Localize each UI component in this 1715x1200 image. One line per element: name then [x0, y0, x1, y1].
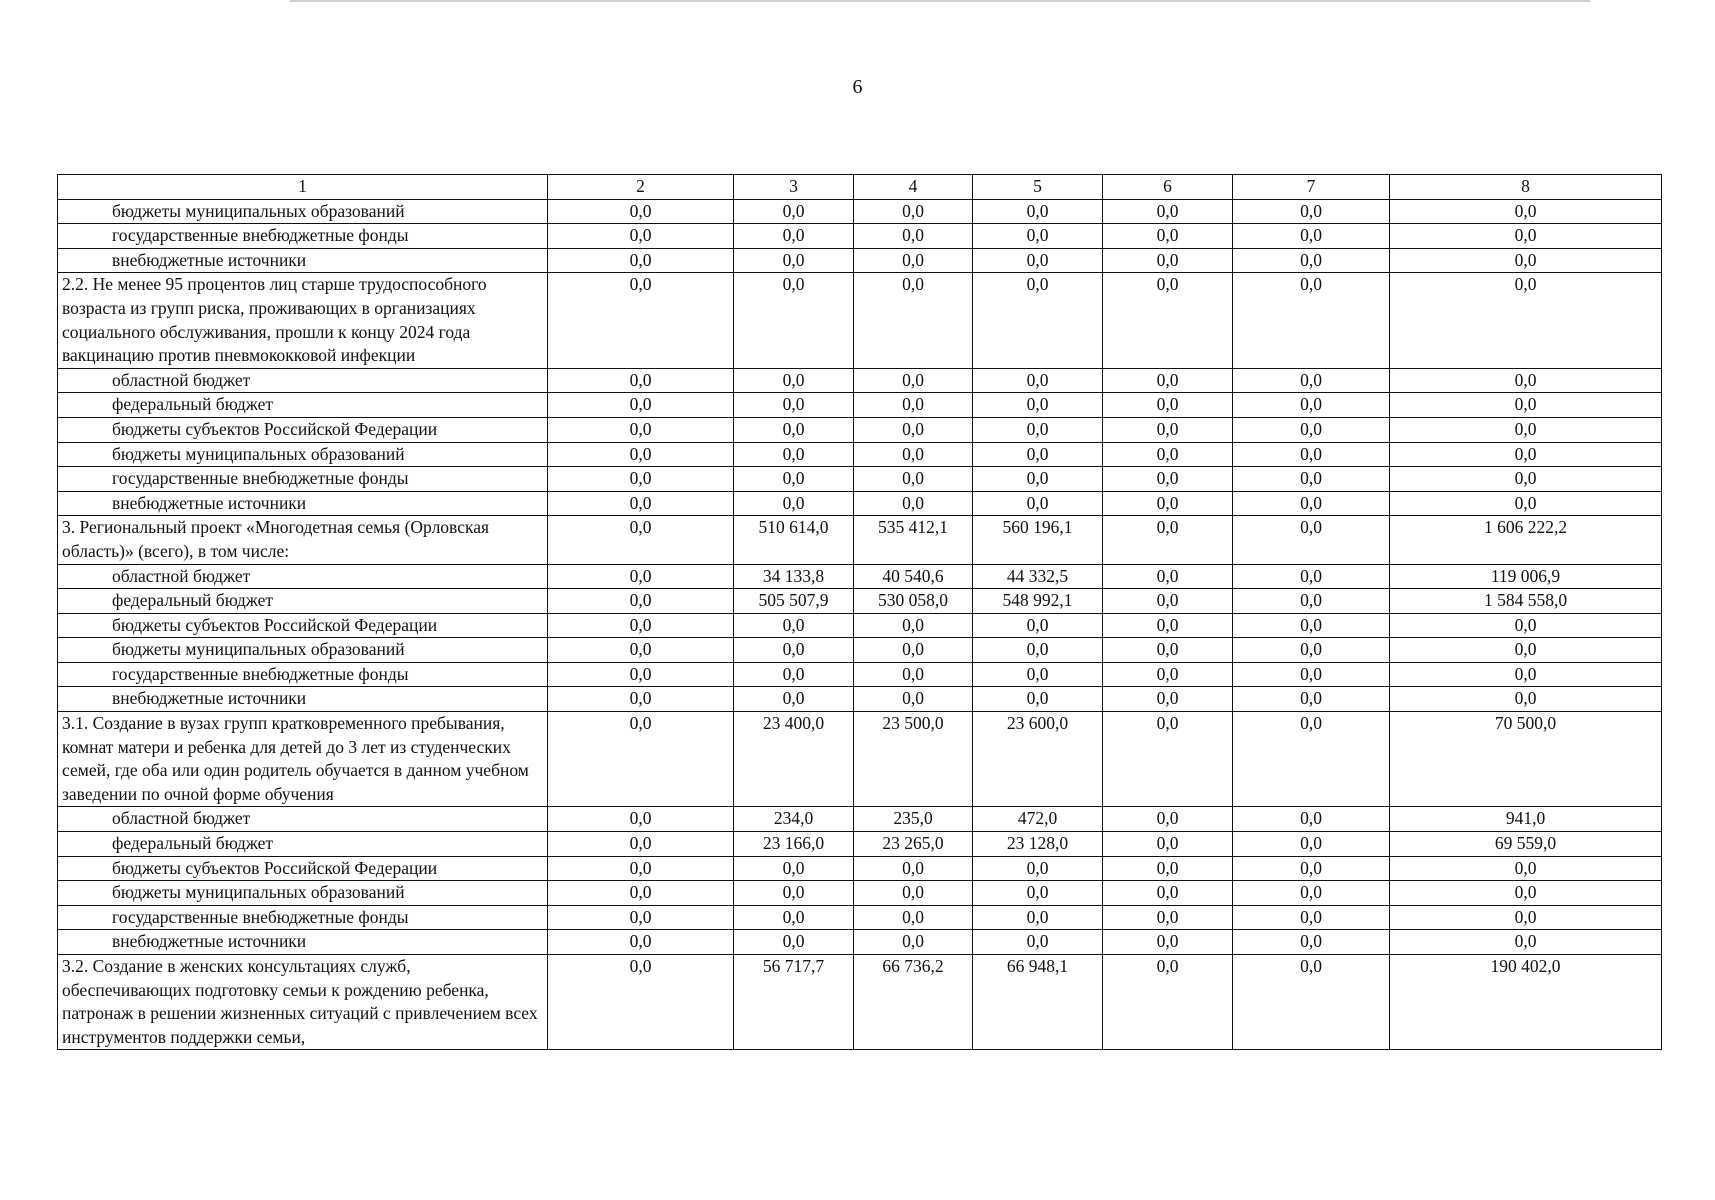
row-value-col-5: 0,0	[973, 930, 1103, 955]
row-value-col-5: 66 948,1	[973, 955, 1103, 1050]
budget-table	[57, 174, 1662, 1050]
row-value-col-5: 23 600,0	[973, 712, 1103, 807]
row-value-col-4: 0,0	[854, 199, 973, 224]
row-value-col-8: 0,0	[1390, 368, 1662, 393]
row-value-col-4: 0,0	[854, 613, 973, 638]
row-funding-source-label: внебюджетные источники	[58, 491, 548, 516]
row-value-col-4: 535 412,1	[854, 516, 973, 564]
row-value-col-2: 0,0	[548, 613, 734, 638]
column-header-1: 1	[58, 175, 548, 200]
row-value-col-6: 0,0	[1103, 199, 1233, 224]
row-value-col-7: 0,0	[1233, 248, 1390, 273]
row-value-col-2: 0,0	[548, 248, 734, 273]
row-value-col-7: 0,0	[1233, 638, 1390, 663]
row-value-col-8: 0,0	[1390, 613, 1662, 638]
row-value-col-7: 0,0	[1233, 467, 1390, 492]
column-header-6: 6	[1103, 175, 1233, 200]
row-value-col-5: 0,0	[973, 881, 1103, 906]
row-value-col-3: 0,0	[734, 368, 854, 393]
row-value-col-4: 0,0	[854, 881, 973, 906]
row-value-col-2: 0,0	[548, 638, 734, 663]
row-value-col-7: 0,0	[1233, 224, 1390, 249]
row-value-col-5: 0,0	[973, 613, 1103, 638]
row-value-col-8: 0,0	[1390, 467, 1662, 492]
row-value-col-7: 0,0	[1233, 905, 1390, 930]
row-value-col-7: 0,0	[1233, 199, 1390, 224]
row-funding-source-label: внебюджетные источники	[58, 248, 548, 273]
row-value-col-7: 0,0	[1233, 662, 1390, 687]
table-row	[58, 393, 1662, 418]
row-value-col-6: 0,0	[1103, 955, 1233, 1050]
row-value-col-4: 0,0	[854, 248, 973, 273]
row-value-col-4: 0,0	[854, 687, 973, 712]
row-value-col-7: 0,0	[1233, 687, 1390, 712]
row-value-col-6: 0,0	[1103, 662, 1233, 687]
row-value-col-2: 0,0	[548, 393, 734, 418]
row-funding-source-label: бюджеты субъектов Российской Федерации	[58, 856, 548, 881]
row-value-col-7: 0,0	[1233, 856, 1390, 881]
table-row	[58, 248, 1662, 273]
row-value-col-2: 0,0	[548, 199, 734, 224]
row-value-col-7: 0,0	[1233, 417, 1390, 442]
table-row	[58, 442, 1662, 467]
column-header-5: 5	[973, 175, 1103, 200]
row-value-col-5: 0,0	[973, 224, 1103, 249]
page-number: 6	[852, 76, 863, 98]
row-value-col-2: 0,0	[548, 467, 734, 492]
row-value-col-8: 119 006,9	[1390, 564, 1662, 589]
row-value-col-3: 0,0	[734, 881, 854, 906]
row-value-col-8: 0,0	[1390, 856, 1662, 881]
row-value-col-8: 0,0	[1390, 662, 1662, 687]
row-value-col-2: 0,0	[548, 273, 734, 368]
row-value-col-2: 0,0	[548, 807, 734, 832]
table-row	[58, 955, 1662, 1050]
row-value-col-8: 1 584 558,0	[1390, 589, 1662, 614]
row-value-col-4: 0,0	[854, 662, 973, 687]
table-row	[58, 662, 1662, 687]
row-value-col-8: 0,0	[1390, 199, 1662, 224]
row-value-col-3: 0,0	[734, 856, 854, 881]
row-value-col-5: 0,0	[973, 491, 1103, 516]
row-funding-source-label: государственные внебюджетные фонды	[58, 467, 548, 492]
row-value-col-3: 0,0	[734, 638, 854, 663]
row-value-col-5: 472,0	[973, 807, 1103, 832]
table-row	[58, 712, 1662, 807]
table-row	[58, 930, 1662, 955]
row-value-col-2: 0,0	[548, 930, 734, 955]
row-value-col-5: 560 196,1	[973, 516, 1103, 564]
row-value-col-6: 0,0	[1103, 712, 1233, 807]
row-value-col-8: 0,0	[1390, 638, 1662, 663]
row-value-col-4: 0,0	[854, 467, 973, 492]
row-value-col-2: 0,0	[548, 589, 734, 614]
row-value-col-8: 0,0	[1390, 273, 1662, 368]
row-value-col-6: 0,0	[1103, 638, 1233, 663]
row-value-col-2: 0,0	[548, 832, 734, 857]
row-value-col-8: 0,0	[1390, 687, 1662, 712]
row-value-col-2: 0,0	[548, 417, 734, 442]
table-header-row	[58, 175, 1662, 200]
table-row	[58, 467, 1662, 492]
row-value-col-8: 0,0	[1390, 224, 1662, 249]
row-funding-source-label: бюджеты муниципальных образований	[58, 199, 548, 224]
row-value-col-4: 0,0	[854, 442, 973, 467]
row-value-col-3: 23 400,0	[734, 712, 854, 807]
table-row	[58, 687, 1662, 712]
row-value-col-6: 0,0	[1103, 273, 1233, 368]
row-value-col-4: 23 500,0	[854, 712, 973, 807]
row-value-col-5: 0,0	[973, 368, 1103, 393]
row-value-col-6: 0,0	[1103, 807, 1233, 832]
table-row	[58, 807, 1662, 832]
row-item-label: 3.1. Создание в вузах групп кратковременного пребывания, комнат матери и ребенка для детей до 3 лет из студенческих семей, где оба или один родитель обучается в данном учебном заведении по очной форме обучения	[58, 712, 548, 807]
row-value-col-6: 0,0	[1103, 832, 1233, 857]
row-value-col-7: 0,0	[1233, 807, 1390, 832]
row-item-label: 2.2. Не менее 95 процентов лиц старше трудоспособного возраста из групп риска, проживающих в организациях социального обслуживания, прошли к концу 2024 года вакцинацию против пневмококковой инфекции	[58, 273, 548, 368]
row-value-col-8: 69 559,0	[1390, 832, 1662, 857]
row-funding-source-label: внебюджетные источники	[58, 930, 548, 955]
row-value-col-3: 0,0	[734, 905, 854, 930]
row-value-col-2: 0,0	[548, 881, 734, 906]
row-value-col-2: 0,0	[548, 905, 734, 930]
row-value-col-3: 0,0	[734, 467, 854, 492]
row-value-col-7: 0,0	[1233, 712, 1390, 807]
row-value-col-5: 0,0	[973, 856, 1103, 881]
row-value-col-6: 0,0	[1103, 564, 1233, 589]
row-value-col-8: 0,0	[1390, 442, 1662, 467]
row-funding-source-label: бюджеты субъектов Российской Федерации	[58, 613, 548, 638]
row-value-col-6: 0,0	[1103, 930, 1233, 955]
row-value-col-3: 0,0	[734, 662, 854, 687]
row-value-col-8: 1 606 222,2	[1390, 516, 1662, 564]
row-value-col-4: 0,0	[854, 368, 973, 393]
row-value-col-7: 0,0	[1233, 589, 1390, 614]
row-value-col-7: 0,0	[1233, 881, 1390, 906]
row-value-col-6: 0,0	[1103, 248, 1233, 273]
row-value-col-8: 0,0	[1390, 248, 1662, 273]
row-value-col-8: 70 500,0	[1390, 712, 1662, 807]
row-value-col-6: 0,0	[1103, 881, 1233, 906]
row-value-col-3: 0,0	[734, 417, 854, 442]
row-value-col-4: 235,0	[854, 807, 973, 832]
table-row	[58, 417, 1662, 442]
column-header-7: 7	[1233, 175, 1390, 200]
row-value-col-2: 0,0	[548, 516, 734, 564]
row-value-col-4: 0,0	[854, 856, 973, 881]
row-value-col-7: 0,0	[1233, 613, 1390, 638]
row-value-col-3: 0,0	[734, 393, 854, 418]
row-value-col-7: 0,0	[1233, 930, 1390, 955]
row-value-col-7: 0,0	[1233, 393, 1390, 418]
row-value-col-3: 234,0	[734, 807, 854, 832]
row-value-col-8: 0,0	[1390, 491, 1662, 516]
row-value-col-6: 0,0	[1103, 368, 1233, 393]
row-value-col-3: 0,0	[734, 491, 854, 516]
row-value-col-3: 0,0	[734, 248, 854, 273]
row-value-col-3: 0,0	[734, 273, 854, 368]
row-value-col-8: 0,0	[1390, 930, 1662, 955]
table-row	[58, 905, 1662, 930]
table-row	[58, 491, 1662, 516]
row-funding-source-label: бюджеты муниципальных образований	[58, 442, 548, 467]
row-value-col-6: 0,0	[1103, 393, 1233, 418]
row-value-col-8: 0,0	[1390, 417, 1662, 442]
table-row	[58, 589, 1662, 614]
row-value-col-7: 0,0	[1233, 516, 1390, 564]
row-value-col-5: 44 332,5	[973, 564, 1103, 589]
row-value-col-3: 34 133,8	[734, 564, 854, 589]
row-value-col-4: 0,0	[854, 491, 973, 516]
column-header-2: 2	[548, 175, 734, 200]
row-value-col-6: 0,0	[1103, 417, 1233, 442]
row-value-col-2: 0,0	[548, 224, 734, 249]
row-value-col-4: 0,0	[854, 393, 973, 418]
row-value-col-4: 0,0	[854, 930, 973, 955]
table-row	[58, 564, 1662, 589]
row-funding-source-label: государственные внебюджетные фонды	[58, 224, 548, 249]
row-funding-source-label: федеральный бюджет	[58, 589, 548, 614]
row-value-col-2: 0,0	[548, 687, 734, 712]
row-value-col-6: 0,0	[1103, 613, 1233, 638]
row-value-col-8: 0,0	[1390, 393, 1662, 418]
row-value-col-3: 510 614,0	[734, 516, 854, 564]
row-value-col-5: 0,0	[973, 417, 1103, 442]
table-row	[58, 613, 1662, 638]
row-value-col-8: 0,0	[1390, 881, 1662, 906]
table-row	[58, 368, 1662, 393]
row-funding-source-label: федеральный бюджет	[58, 832, 548, 857]
row-funding-source-label: бюджеты муниципальных образований	[58, 638, 548, 663]
row-value-col-3: 0,0	[734, 199, 854, 224]
row-value-col-3: 0,0	[734, 224, 854, 249]
row-funding-source-label: внебюджетные источники	[58, 687, 548, 712]
row-value-col-2: 0,0	[548, 662, 734, 687]
row-value-col-2: 0,0	[548, 712, 734, 807]
row-value-col-3: 0,0	[734, 930, 854, 955]
row-value-col-3: 0,0	[734, 613, 854, 638]
row-value-col-5: 0,0	[973, 687, 1103, 712]
table-row	[58, 516, 1662, 564]
row-value-col-7: 0,0	[1233, 442, 1390, 467]
row-value-col-6: 0,0	[1103, 687, 1233, 712]
row-funding-source-label: областной бюджет	[58, 368, 548, 393]
row-value-col-5: 0,0	[973, 662, 1103, 687]
row-value-col-2: 0,0	[548, 856, 734, 881]
table-row	[58, 224, 1662, 249]
row-value-col-4: 0,0	[854, 417, 973, 442]
row-value-col-5: 0,0	[973, 248, 1103, 273]
row-value-col-6: 0,0	[1103, 516, 1233, 564]
row-funding-source-label: государственные внебюджетные фонды	[58, 905, 548, 930]
row-value-col-6: 0,0	[1103, 467, 1233, 492]
row-funding-source-label: государственные внебюджетные фонды	[58, 662, 548, 687]
row-item-label: 3. Региональный проект «Многодетная семья (Орловская область)» (всего), в том числе:	[58, 516, 548, 564]
row-value-col-8: 941,0	[1390, 807, 1662, 832]
row-value-col-2: 0,0	[548, 955, 734, 1050]
row-value-col-5: 0,0	[973, 273, 1103, 368]
row-value-col-5: 0,0	[973, 638, 1103, 663]
table-row	[58, 638, 1662, 663]
row-value-col-8: 190 402,0	[1390, 955, 1662, 1050]
row-item-label: 3.2. Создание в женских консультациях служб, обеспечивающих подготовку семьи к рождению ребенка, патронаж в решении жизненных ситуаций с привлечением всех инструментов поддержки семьи,	[58, 955, 548, 1050]
row-value-col-7: 0,0	[1233, 368, 1390, 393]
column-header-4: 4	[854, 175, 973, 200]
row-value-col-6: 0,0	[1103, 905, 1233, 930]
table-row	[58, 881, 1662, 906]
row-value-col-6: 0,0	[1103, 491, 1233, 516]
table-row	[58, 832, 1662, 857]
row-value-col-4: 0,0	[854, 638, 973, 663]
column-header-3: 3	[734, 175, 854, 200]
row-value-col-4: 23 265,0	[854, 832, 973, 857]
row-value-col-3: 0,0	[734, 687, 854, 712]
row-value-col-3: 0,0	[734, 442, 854, 467]
row-funding-source-label: бюджеты субъектов Российской Федерации	[58, 417, 548, 442]
row-value-col-3: 505 507,9	[734, 589, 854, 614]
table-row	[58, 273, 1662, 368]
row-value-col-8: 0,0	[1390, 905, 1662, 930]
row-value-col-6: 0,0	[1103, 589, 1233, 614]
column-header-8: 8	[1390, 175, 1662, 200]
row-value-col-6: 0,0	[1103, 224, 1233, 249]
row-value-col-5: 23 128,0	[973, 832, 1103, 857]
row-value-col-5: 0,0	[973, 199, 1103, 224]
row-value-col-4: 0,0	[854, 905, 973, 930]
table-row	[58, 199, 1662, 224]
row-value-col-7: 0,0	[1233, 564, 1390, 589]
row-value-col-5: 0,0	[973, 442, 1103, 467]
row-value-col-7: 0,0	[1233, 491, 1390, 516]
row-value-col-4: 0,0	[854, 224, 973, 249]
row-value-col-7: 0,0	[1233, 273, 1390, 368]
row-value-col-2: 0,0	[548, 564, 734, 589]
row-value-col-3: 56 717,7	[734, 955, 854, 1050]
scan-top-edge	[290, 0, 1590, 2]
row-value-col-5: 0,0	[973, 393, 1103, 418]
row-value-col-2: 0,0	[548, 368, 734, 393]
row-value-col-5: 548 992,1	[973, 589, 1103, 614]
row-value-col-6: 0,0	[1103, 442, 1233, 467]
row-funding-source-label: областной бюджет	[58, 564, 548, 589]
row-funding-source-label: бюджеты муниципальных образований	[58, 881, 548, 906]
row-value-col-7: 0,0	[1233, 955, 1390, 1050]
row-value-col-7: 0,0	[1233, 832, 1390, 857]
row-value-col-2: 0,0	[548, 442, 734, 467]
row-value-col-2: 0,0	[548, 491, 734, 516]
row-value-col-4: 530 058,0	[854, 589, 973, 614]
row-value-col-4: 0,0	[854, 273, 973, 368]
table-row	[58, 856, 1662, 881]
row-funding-source-label: областной бюджет	[58, 807, 548, 832]
row-value-col-6: 0,0	[1103, 856, 1233, 881]
row-value-col-4: 66 736,2	[854, 955, 973, 1050]
row-value-col-3: 23 166,0	[734, 832, 854, 857]
row-value-col-5: 0,0	[973, 467, 1103, 492]
row-value-col-4: 40 540,6	[854, 564, 973, 589]
row-value-col-5: 0,0	[973, 905, 1103, 930]
row-funding-source-label: федеральный бюджет	[58, 393, 548, 418]
